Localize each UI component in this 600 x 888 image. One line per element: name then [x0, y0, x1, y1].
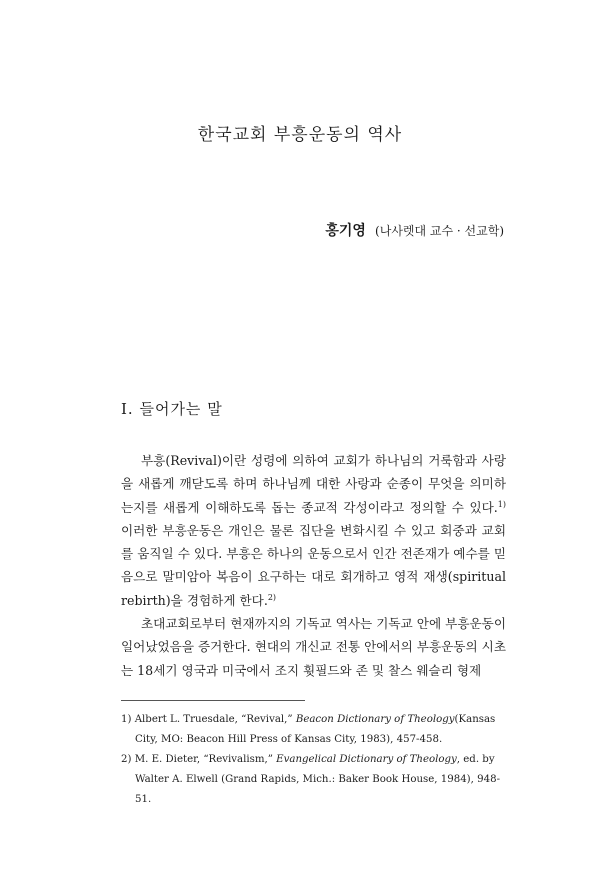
author-affiliation: (나사렛대 교수 · 선교학): [375, 224, 504, 238]
author-line: [325, 220, 504, 240]
paragraph: [121, 612, 506, 682]
footnote-text: 2) M. E. Dieter, “Revivalism,”: [121, 754, 277, 765]
footnote-ref-1[interactable]: 1): [497, 499, 506, 509]
paragraph-text: 부흥(Revival)이란 성령에 의하여 교회가 하나님의 거룩함과 사랑을 새롭게 깨닫도록 하며 하나님께 대한 사랑과 순종이 무엇을 의미하는지를 새롭게 이해하도록 돕는 종교적 각성이라고 정의할 수 있다.: [121, 453, 506, 515]
footnote-text: 1) Albert L. Truesdale, “Revival,”: [121, 714, 296, 725]
footnote-text: (Kansas City, MO: Beacon Hill Press of Kansas City, 1983), 457-458.: [135, 714, 496, 745]
paragraph-text: 초대교회로부터 현재까지의 기독교 역사는 기독교 안에 부흥운동이 일어났었음을 증거한다. 현대의 개신교 전통 안에서의 부흥운동의 시초는 18세기 영국과 미국에서 조지 휫필드와 존 및 찰스 웨슬리 형제: [121, 616, 506, 678]
author-name: 홍기영: [325, 223, 366, 239]
footnote-text: , ed. by Walter A. Elwell (Grand Rapids, Mich.: Baker Book House, 1984), 948-51.: [135, 754, 501, 805]
footnote-1: [121, 710, 506, 750]
section-heading: I. 들어가는 말: [121, 400, 223, 418]
footnote-title: Beacon Dictionary of Theology: [295, 714, 455, 725]
footnotes: [121, 710, 506, 810]
paragraph: [121, 449, 506, 612]
footnote-divider: [121, 700, 305, 701]
footnote-ref-2[interactable]: 2): [267, 592, 277, 602]
footnote-2: [121, 750, 506, 810]
article-title: 한국교회 부흥운동의 역사: [197, 125, 403, 145]
body-text: [121, 449, 506, 682]
footnote-title: Evangelical Dictionary of Theology: [276, 754, 457, 765]
paragraph-text: 이러한 부흥운동은 개인은 물론 집단을 변화시킬 수 있고 회중과 교회를 움직일 수 있다. 부흥은 하나의 운동으로서 인간 전존재가 예수를 믿음으로 말미암아 복음이 요구하는 대로 회개하고 영적 재생(spiritual rebirth)을 경험하게 한다.: [121, 522, 506, 608]
